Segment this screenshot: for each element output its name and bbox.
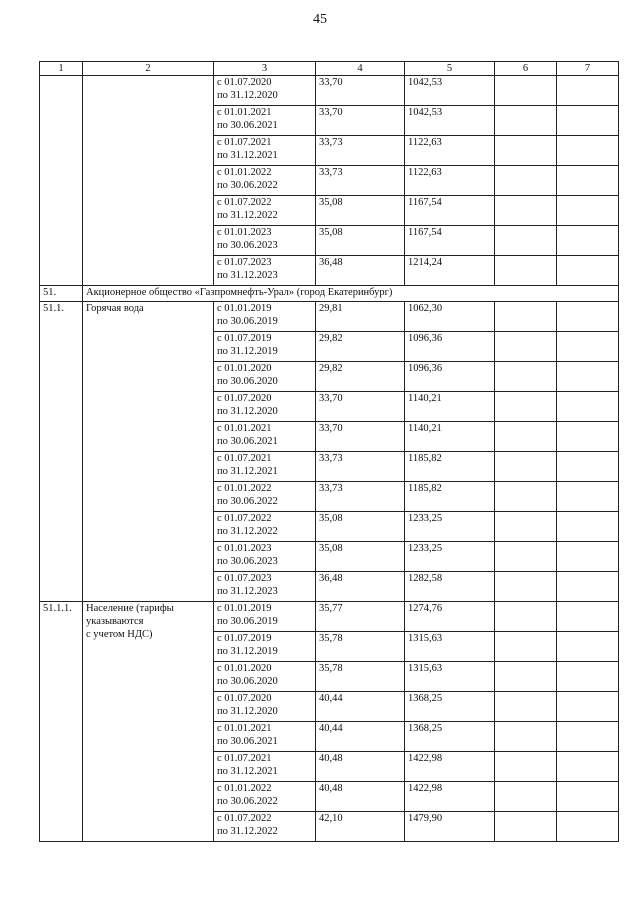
period-cell [214,196,316,226]
empty-col-7 [557,572,619,602]
text-line: с 01.07.2023 [217,573,272,584]
value-col-4: 35,08 [316,512,405,542]
text-line: по 30.06.2021 [217,120,278,131]
org-number: 51. [40,286,83,302]
text-line: по 30.06.2022 [217,496,278,507]
value-col-4: 29,82 [316,362,405,392]
text-line: по 31.12.2020 [217,406,278,417]
value-col-5: 1282,58 [405,572,495,602]
period-cell [214,136,316,166]
continued-name-cell [83,76,214,286]
period-cell [214,632,316,662]
empty-col-7 [557,452,619,482]
empty-col-6 [495,362,557,392]
empty-col-7 [557,602,619,632]
text-line: с 01.07.2019 [217,333,272,344]
empty-col-7 [557,632,619,662]
value-col-5: 1122,63 [405,166,495,196]
group-number: 51.1.1. [40,602,83,842]
empty-col-7 [557,542,619,572]
text-line: по 31.12.2022 [217,210,278,221]
value-col-5: 1096,36 [405,332,495,362]
header-col-2: 2 [83,62,214,76]
header-col-7: 7 [557,62,619,76]
value-col-5: 1422,98 [405,752,495,782]
empty-col-6 [495,76,557,106]
value-col-4: 36,48 [316,256,405,286]
organization-row [40,286,619,302]
value-col-4: 40,48 [316,782,405,812]
text-line: с 01.01.2023 [217,543,272,554]
empty-col-7 [557,752,619,782]
value-col-4: 42,10 [316,812,405,842]
text-line: с 01.01.2021 [217,423,272,434]
period-cell [214,602,316,632]
value-col-4: 29,82 [316,332,405,362]
text-line: по 30.06.2020 [217,676,278,687]
text-line: по 31.12.2020 [217,90,278,101]
empty-col-6 [495,422,557,452]
period-cell [214,812,316,842]
header-col-6: 6 [495,62,557,76]
text-line: с 01.07.2019 [217,633,272,644]
empty-col-6 [495,166,557,196]
text-line: с 01.01.2019 [217,603,272,614]
value-col-5: 1368,25 [405,692,495,722]
value-col-5: 1167,54 [405,226,495,256]
value-col-4: 35,78 [316,662,405,692]
period-cell [214,512,316,542]
empty-col-6 [495,302,557,332]
text-line: с 01.07.2021 [217,453,272,464]
period-cell [214,722,316,752]
text-line: с 01.07.2021 [217,137,272,148]
period-cell [214,542,316,572]
text-line: с 01.01.2022 [217,167,272,178]
value-col-5: 1368,25 [405,722,495,752]
text-line: с 01.01.2020 [217,663,272,674]
empty-col-6 [495,722,557,752]
text-line: с 01.01.2021 [217,723,272,734]
text-line: с 01.01.2020 [217,363,272,374]
text-line: с 01.01.2023 [217,227,272,238]
value-col-4: 35,77 [316,602,405,632]
period-cell [214,256,316,286]
org-name: Акционерное общество «Газпромнефть-Урал» (город Екатеринбург) [83,286,619,302]
empty-col-7 [557,196,619,226]
value-col-5: 1233,25 [405,512,495,542]
table-row [40,76,619,106]
text-line: по 31.12.2021 [217,766,278,777]
text-line: с 01.07.2022 [217,513,272,524]
period-cell [214,392,316,422]
empty-col-6 [495,256,557,286]
group-name: Горячая вода [83,302,214,602]
value-col-5: 1167,54 [405,196,495,226]
value-col-5: 1274,76 [405,602,495,632]
group-name [83,602,214,842]
empty-col-6 [495,662,557,692]
table-row [40,602,619,632]
period-cell [214,76,316,106]
empty-col-6 [495,752,557,782]
value-col-5: 1096,36 [405,362,495,392]
text-line: с учетом НДС) [86,629,153,640]
empty-col-6 [495,392,557,422]
value-col-5: 1315,63 [405,632,495,662]
value-col-5: 1140,21 [405,392,495,422]
continued-number-cell [40,76,83,286]
empty-col-6 [495,482,557,512]
value-col-4: 35,08 [316,196,405,226]
value-col-5: 1479,90 [405,812,495,842]
header-col-4: 4 [316,62,405,76]
text-line: указываются [86,616,144,627]
period-cell [214,482,316,512]
empty-col-6 [495,332,557,362]
empty-col-7 [557,722,619,752]
period-cell [214,302,316,332]
value-col-4: 33,70 [316,76,405,106]
period-cell [214,752,316,782]
text-line: с 01.07.2020 [217,77,272,88]
text-line: по 31.12.2019 [217,346,278,357]
period-cell [214,106,316,136]
text-line: по 31.12.2020 [217,706,278,717]
empty-col-6 [495,782,557,812]
period-cell [214,782,316,812]
value-col-5: 1422,98 [405,782,495,812]
header-col-3: 3 [214,62,316,76]
value-col-4: 33,73 [316,136,405,166]
text-line: с 01.07.2021 [217,753,272,764]
value-col-5: 1185,82 [405,482,495,512]
text-line: по 30.06.2019 [217,316,278,327]
value-col-4: 33,73 [316,452,405,482]
empty-col-7 [557,662,619,692]
empty-col-6 [495,512,557,542]
text-line: по 31.12.2019 [217,646,278,657]
empty-col-7 [557,782,619,812]
value-col-5: 1042,53 [405,76,495,106]
empty-col-6 [495,632,557,662]
empty-col-7 [557,332,619,362]
empty-col-6 [495,106,557,136]
text-line: по 30.06.2019 [217,616,278,627]
empty-col-6 [495,136,557,166]
header-col-1: 1 [40,62,83,76]
empty-col-6 [495,226,557,256]
empty-col-7 [557,302,619,332]
empty-col-6 [495,692,557,722]
empty-col-6 [495,602,557,632]
header-col-5: 5 [405,62,495,76]
empty-col-7 [557,512,619,542]
period-cell [214,166,316,196]
empty-col-6 [495,812,557,842]
value-col-4: 40,44 [316,692,405,722]
empty-col-7 [557,166,619,196]
text-line: с 01.07.2020 [217,393,272,404]
period-cell [214,362,316,392]
text-line: по 31.12.2023 [217,586,278,597]
text-line: с 01.01.2022 [217,783,272,794]
text-line: по 31.12.2023 [217,270,278,281]
empty-col-6 [495,196,557,226]
tariff-table [39,61,619,842]
empty-col-7 [557,812,619,842]
period-cell [214,662,316,692]
table-row [40,302,619,332]
empty-col-6 [495,572,557,602]
text-line: по 31.12.2021 [217,150,278,161]
text-line: по 30.06.2022 [217,796,278,807]
value-col-4: 35,78 [316,632,405,662]
period-cell [214,572,316,602]
value-col-5: 1315,63 [405,662,495,692]
text-line: по 30.06.2023 [217,240,278,251]
empty-col-7 [557,106,619,136]
text-line: по 30.06.2021 [217,436,278,447]
text-line: Население (тарифы [86,603,174,614]
text-line: по 30.06.2021 [217,736,278,747]
value-col-4: 33,73 [316,482,405,512]
text-line: с 01.01.2019 [217,303,272,314]
empty-col-6 [495,542,557,572]
value-col-5: 1185,82 [405,452,495,482]
empty-col-7 [557,362,619,392]
value-col-5: 1122,63 [405,136,495,166]
value-col-4: 33,70 [316,392,405,422]
text-line: по 30.06.2022 [217,180,278,191]
value-col-5: 1214,24 [405,256,495,286]
empty-col-7 [557,422,619,452]
period-cell [214,422,316,452]
text-line: по 31.12.2021 [217,466,278,477]
period-cell [214,332,316,362]
page-number: 45 [313,12,327,27]
empty-col-7 [557,392,619,422]
value-col-4: 40,48 [316,752,405,782]
value-col-5: 1233,25 [405,542,495,572]
text-line: с 01.07.2022 [217,197,272,208]
empty-col-6 [495,452,557,482]
text-line: по 30.06.2023 [217,556,278,567]
value-col-4: 40,44 [316,722,405,752]
text-line: с 01.01.2022 [217,483,272,494]
text-line: по 30.06.2020 [217,376,278,387]
empty-col-7 [557,136,619,166]
empty-col-7 [557,692,619,722]
value-col-4: 36,48 [316,572,405,602]
empty-col-7 [557,226,619,256]
empty-col-7 [557,76,619,106]
period-cell [214,692,316,722]
header-row [40,62,619,76]
value-col-5: 1042,53 [405,106,495,136]
text-line: с 01.07.2022 [217,813,272,824]
text-line: с 01.07.2020 [217,693,272,704]
period-cell [214,452,316,482]
text-line: с 01.01.2021 [217,107,272,118]
value-col-5: 1062,30 [405,302,495,332]
empty-col-7 [557,256,619,286]
value-col-4: 33,70 [316,422,405,452]
value-col-4: 33,73 [316,166,405,196]
value-col-4: 29,81 [316,302,405,332]
period-cell [214,226,316,256]
empty-col-7 [557,482,619,512]
value-col-4: 35,08 [316,542,405,572]
group-number: 51.1. [40,302,83,602]
text-line: по 31.12.2022 [217,826,278,837]
text-line: по 31.12.2022 [217,526,278,537]
value-col-4: 35,08 [316,226,405,256]
text-line: с 01.07.2023 [217,257,272,268]
value-col-5: 1140,21 [405,422,495,452]
value-col-4: 33,70 [316,106,405,136]
